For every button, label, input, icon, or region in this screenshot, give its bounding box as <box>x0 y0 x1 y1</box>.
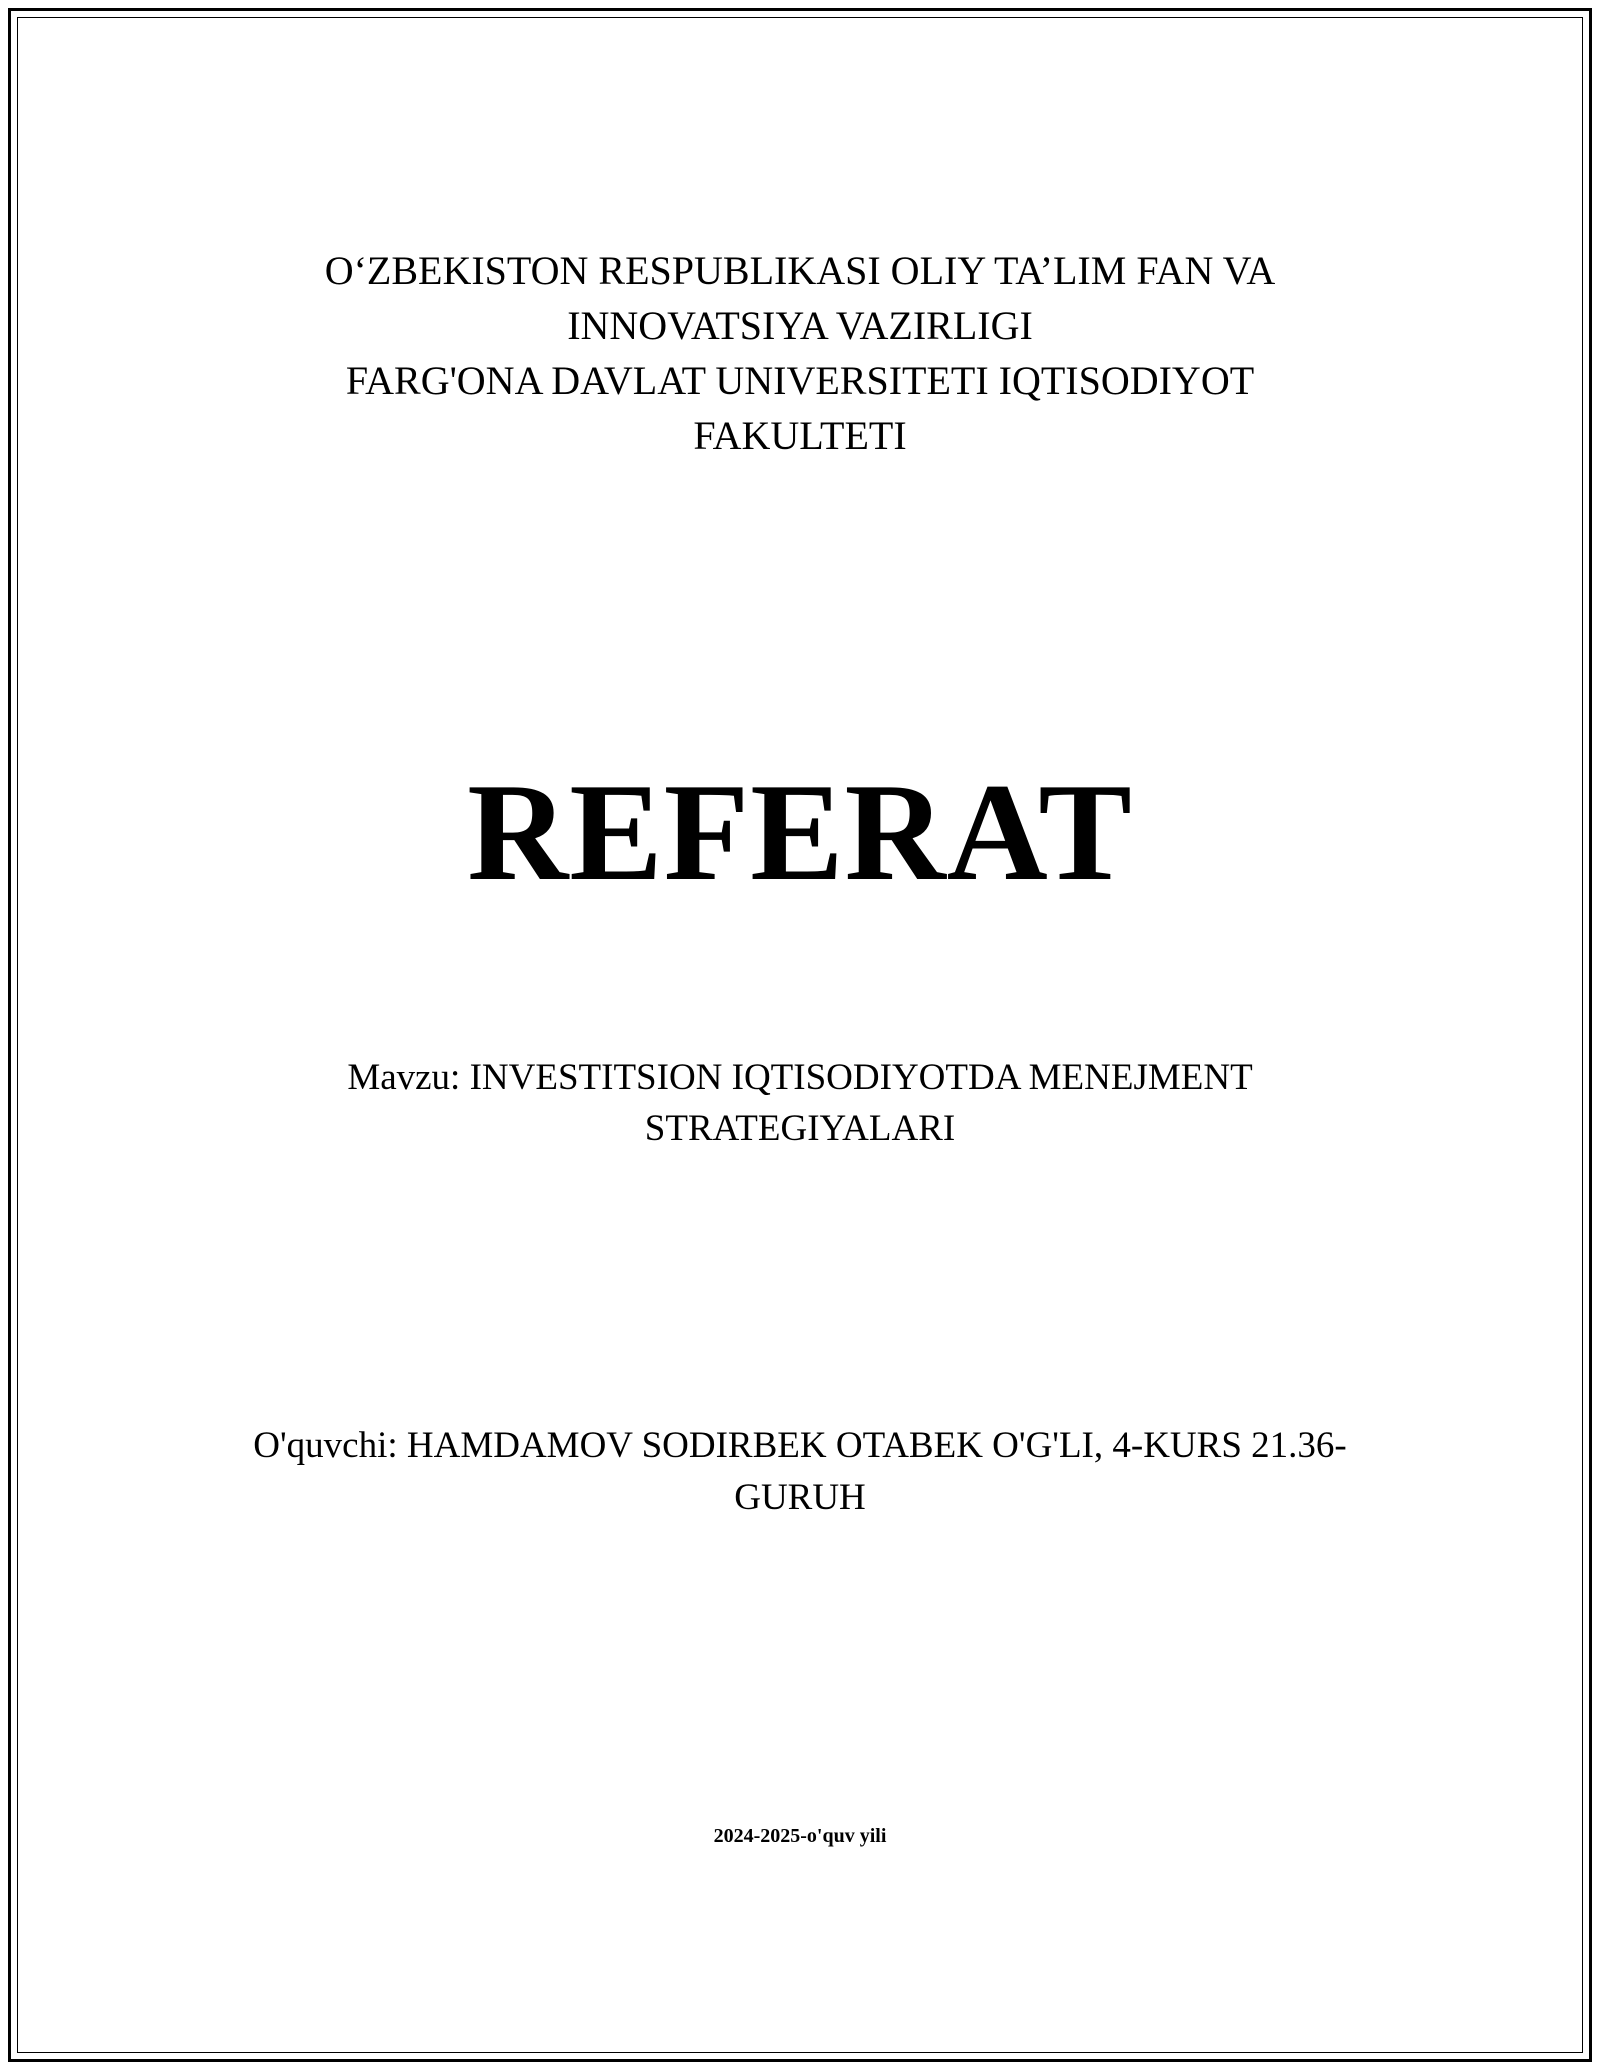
header-line-3: FARG'ONA DAVLAT UNIVERSITETI IQTISODIYOT <box>345 358 1255 403</box>
institution-header <box>0 243 1600 463</box>
topic-line-1: Mavzu: INVESTITSION IQTISODIYOTDA MENEJMENT <box>347 1057 1253 1098</box>
student-line-2: GURUH <box>734 1477 866 1518</box>
student-line-1: O'quvchi: HAMDAMOV SODIRBEK OTABEK O'G'LI, 4-KURS 21.36- <box>253 1425 1347 1466</box>
topic-line-2: STRATEGIYALARI <box>644 1108 956 1149</box>
topic-block <box>0 1052 1600 1154</box>
document-title: REFERAT <box>467 755 1133 910</box>
academic-year: 2024-2025-o'quv yili <box>713 1825 887 1847</box>
header-line-1: O‘ZBEKISTON RESPUBLIKASI OLIY TA’LIM FAN VA <box>324 248 1276 293</box>
student-block <box>0 1420 1600 1524</box>
header-line-4: FAKULTETI <box>693 413 907 458</box>
header-line-2: INNOVATSIYA VAZIRLIGI <box>567 303 1033 348</box>
